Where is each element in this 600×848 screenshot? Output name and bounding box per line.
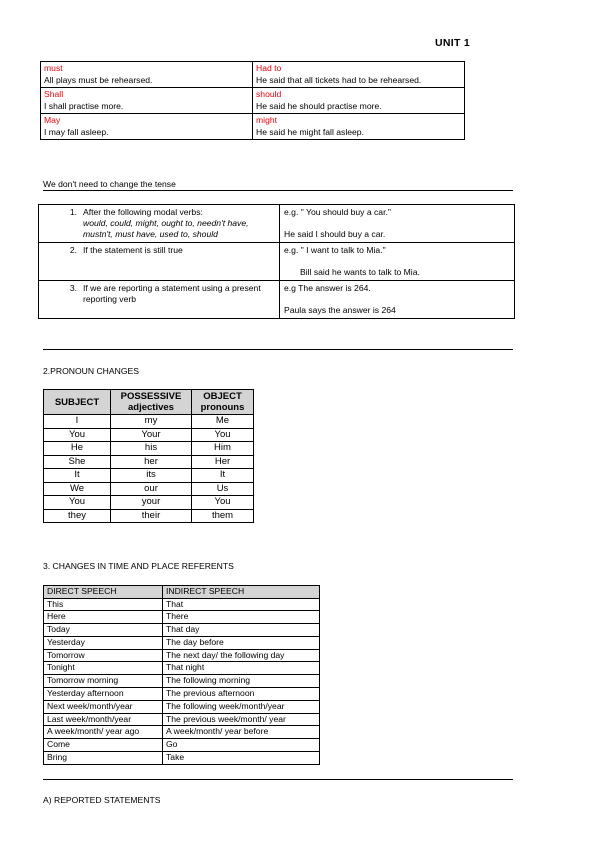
table-row: [41, 62, 465, 88]
modal-word: Had to: [256, 63, 282, 73]
table-cell: [253, 88, 465, 114]
modal-word: must: [44, 63, 63, 73]
table-row: [44, 662, 320, 675]
reported-statements-title: A) REPORTED STATEMENTS: [43, 795, 161, 805]
modal-example: All plays must be rehearsed.: [44, 74, 153, 85]
example-direct: e.g. " I want to talk to Mia.": [284, 245, 386, 255]
table-cell: [253, 114, 465, 140]
table-cell: Tomorrow morning: [44, 675, 163, 688]
modal-verbs-table: [40, 61, 465, 140]
table-cell: It: [192, 469, 254, 483]
table-cell: his: [111, 442, 192, 456]
rule-text: If we are reporting a statement using a present reporting verb: [83, 283, 261, 304]
table-row: [44, 700, 320, 713]
time-section-title: 3. CHANGES IN TIME AND PLACE REFERENTS: [43, 561, 234, 571]
pronoun-table: [43, 389, 254, 523]
table-cell: Come: [44, 739, 163, 752]
table-cell: Yesterday: [44, 636, 163, 649]
section-divider: [43, 349, 513, 350]
table-cell: Last week/month/year: [44, 713, 163, 726]
table-cell: [41, 114, 253, 140]
table-cell: Here: [44, 611, 163, 624]
table-cell: Next week/month/year: [44, 700, 163, 713]
table-cell: [280, 281, 515, 319]
table-cell: our: [111, 482, 192, 496]
rule-modal-list: would, could, might, ought to, needn't have, mustn't, must have, used to, should: [83, 218, 249, 239]
modal-example: He said that all tickets had to be rehearsed.: [256, 74, 422, 85]
table-row: [39, 243, 515, 281]
table-cell: Her: [192, 455, 254, 469]
modal-example: I may fall asleep.: [44, 126, 109, 137]
table-header-row: [44, 390, 254, 415]
example-reported: He said I should buy a car.: [284, 229, 386, 239]
table-cell: The previous week/month/ year: [163, 713, 320, 726]
table-row: [44, 482, 254, 496]
rule-text: After the following modal verbs:: [83, 207, 203, 217]
table-cell: they: [44, 509, 111, 523]
table-cell: The previous afternoon: [163, 688, 320, 701]
table-cell: The following week/month/year: [163, 700, 320, 713]
table-cell: [41, 62, 253, 88]
table-cell: You: [192, 428, 254, 442]
table-cell: It: [44, 469, 111, 483]
table-cell: You: [192, 496, 254, 510]
table-cell: The following morning: [163, 675, 320, 688]
section-divider: [43, 190, 513, 191]
table-cell: Yesterday afternoon: [44, 688, 163, 701]
table-header-row: [44, 586, 320, 599]
modal-word: May: [44, 115, 61, 125]
table-row: [44, 496, 254, 510]
time-place-table: [43, 585, 320, 765]
table-cell: You: [44, 496, 111, 510]
table-cell: [280, 243, 515, 281]
table-row: [41, 88, 465, 114]
table-row: [44, 636, 320, 649]
table-cell: Tonight: [44, 662, 163, 675]
table-row: [44, 428, 254, 442]
table-cell: your: [111, 496, 192, 510]
pronoun-section-title: 2.PRONOUN CHANGES: [43, 366, 139, 376]
table-cell: her: [111, 455, 192, 469]
table-row: [44, 455, 254, 469]
table-cell: That night: [163, 662, 320, 675]
table-cell: Go: [163, 739, 320, 752]
table-cell: Tomorrow: [44, 649, 163, 662]
tense-rules-table: [38, 204, 515, 319]
table-cell: Him: [192, 442, 254, 456]
table-cell: its: [111, 469, 192, 483]
modal-example: He said he might fall asleep.: [256, 126, 364, 137]
table-cell: He: [44, 442, 111, 456]
rule-number: 1.: [69, 207, 77, 217]
example-direct: e.g The answer is 264.: [284, 283, 371, 293]
table-cell: [280, 205, 515, 243]
section-divider: [43, 779, 513, 780]
table-cell: The next day/ the following day: [163, 649, 320, 662]
table-cell: their: [111, 509, 192, 523]
table-cell: That: [163, 598, 320, 611]
example-reported: Paula says the answer is 264: [284, 305, 396, 315]
table-cell: The day before: [163, 636, 320, 649]
table-cell: them: [192, 509, 254, 523]
modal-word: Shall: [44, 89, 64, 99]
rule-text: If the statement is still true: [83, 245, 183, 255]
table-row: [44, 415, 254, 429]
table-row: [44, 509, 254, 523]
table-row: [39, 205, 515, 243]
table-row: [44, 688, 320, 701]
table-row: [39, 281, 515, 319]
table-cell: [39, 205, 280, 243]
modal-word: might: [256, 115, 278, 125]
rule-number: 3.: [69, 283, 77, 293]
table-row: [44, 469, 254, 483]
column-header: SUBJECT: [44, 390, 111, 415]
table-row: [44, 675, 320, 688]
table-cell: [41, 88, 253, 114]
table-cell: my: [111, 415, 192, 429]
table-row: [44, 726, 320, 739]
table-cell: A week/month/ year ago: [44, 726, 163, 739]
column-header: DIRECT SPEECH: [44, 586, 163, 599]
table-row: [44, 442, 254, 456]
table-cell: That day: [163, 624, 320, 637]
table-cell: Bring: [44, 752, 163, 765]
unit-heading: UNIT 1: [435, 37, 471, 49]
modal-word: should: [256, 89, 282, 99]
table-cell: [253, 62, 465, 88]
rule-number: 2.: [69, 245, 77, 255]
column-header: INDIRECT SPEECH: [163, 586, 320, 599]
example-reported: Bill said he wants to talk to Mia.: [300, 267, 420, 277]
table-row: [44, 752, 320, 765]
modal-example: I shall practise more.: [44, 100, 124, 111]
table-cell: There: [163, 611, 320, 624]
table-cell: [39, 281, 280, 319]
table-row: [44, 624, 320, 637]
column-header: POSSESSIVE adjectives: [111, 390, 192, 415]
table-cell: You: [44, 428, 111, 442]
table-row: [44, 598, 320, 611]
table-cell: Your: [111, 428, 192, 442]
table-cell: We: [44, 482, 111, 496]
table-row: [44, 611, 320, 624]
table-cell: A week/month/ year before: [163, 726, 320, 739]
table-cell: Us: [192, 482, 254, 496]
table-row: [41, 114, 465, 140]
table-cell: Today: [44, 624, 163, 637]
table-cell: I: [44, 415, 111, 429]
table-cell: Me: [192, 415, 254, 429]
column-header: OBJECT pronouns: [192, 390, 254, 415]
modal-example: He said he should practise more.: [256, 100, 382, 111]
table-row: [44, 713, 320, 726]
table-cell: This: [44, 598, 163, 611]
example-direct: e.g. " You should buy a car.": [284, 207, 391, 217]
table-row: [44, 649, 320, 662]
tense-section-title: We don't need to change the tense: [43, 179, 176, 189]
table-cell: She: [44, 455, 111, 469]
table-cell: Take: [163, 752, 320, 765]
table-cell: [39, 243, 280, 281]
table-row: [44, 739, 320, 752]
